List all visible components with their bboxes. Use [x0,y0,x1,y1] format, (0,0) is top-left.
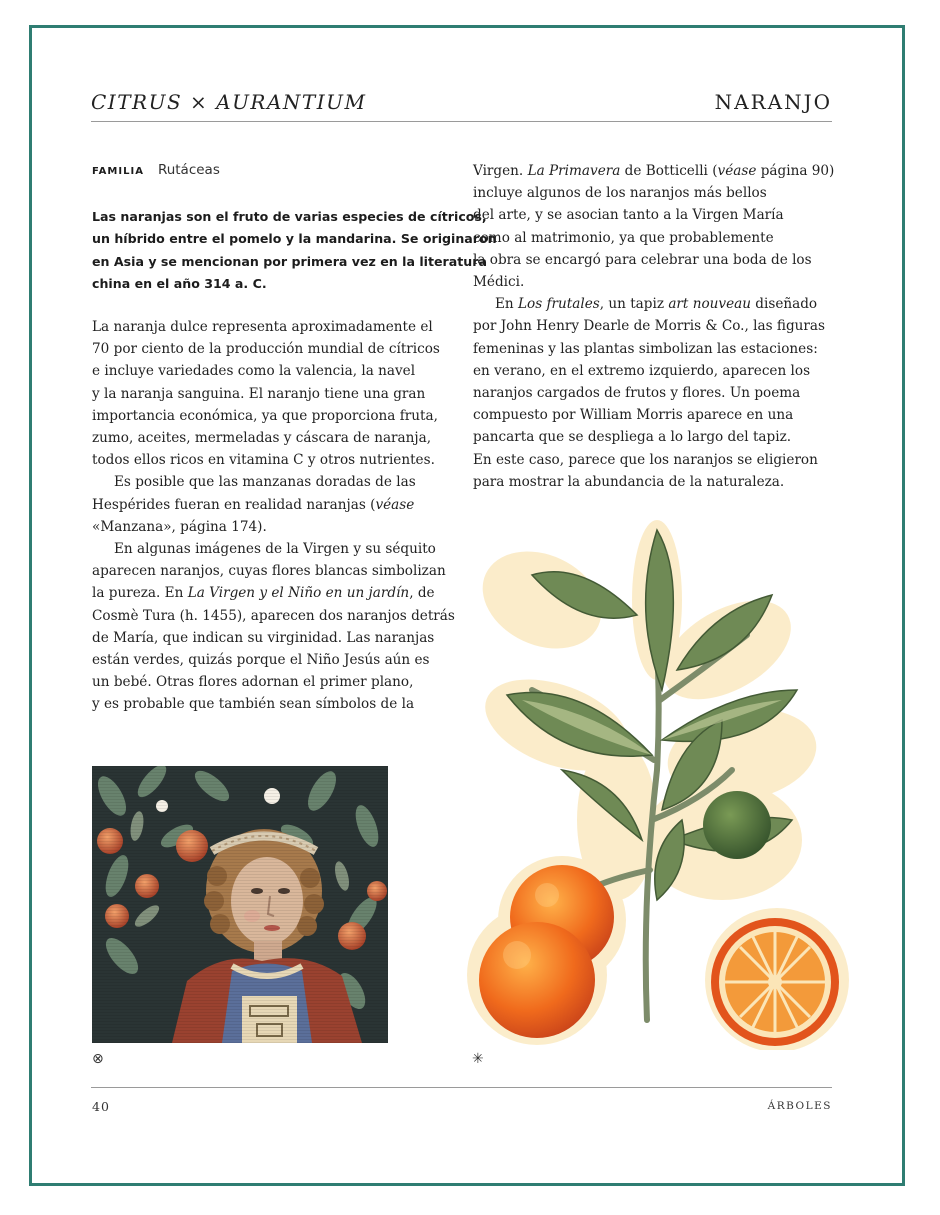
text-line [92,338,452,360]
italic-segment: art nouveau [668,296,751,313]
italic-segment: La Primavera [527,163,621,179]
text-segment: Médici. [473,274,525,291]
text-segment: y es probable que también sean símbolos de la [92,696,415,713]
text-line [473,249,833,271]
text-segment: En [495,296,518,313]
text-segment: Hespérides fueran en realidad naranjas ( [92,496,376,513]
italic-segment: La Virgen y el Niño en un jardín [187,585,410,602]
text-segment: Virgen. [473,163,528,179]
footer-divider [91,1087,832,1088]
text-segment: pancarta que se despliega a lo largo del tapiz. [473,429,792,446]
text-line [92,671,452,693]
text-line [92,693,452,715]
text-line [473,227,833,249]
intro-line: Las naranjas son el fruto de varias especies de cítricos, [92,209,487,224]
text-segment: la obra se encargó para celebrar una boda de los [473,251,812,268]
page-number: 40 [92,1099,110,1114]
text-line [473,293,833,315]
tapestry-symbol-icon: ⊗ [92,1051,104,1067]
section-name: ÁRBOLES [767,1100,832,1112]
text-line [92,627,452,649]
text-line [92,649,452,671]
text-line [92,560,452,582]
text-segment: están verdes, quizás porque el Niño Jesús aún es [92,652,430,669]
text-segment: En este caso, parece que los naranjos se eligieron [473,451,818,468]
text-line [92,471,452,493]
text-line [92,605,455,627]
text-line [473,360,833,382]
body-text-right-column [473,160,833,493]
text-segment: , un tapiz [599,296,669,313]
text-segment: La naranja dulce representa aproximadamente el [92,319,433,335]
common-name-heading: NARANJO [714,90,832,114]
text-segment: incluye algunos de los naranjos más bellos [473,185,767,202]
text-segment: del arte, y se asocian tanto a la Virgen María [473,207,784,224]
text-line [473,449,833,471]
text-line [92,360,452,382]
intro-line: un híbrido entre el pomelo y la mandarina. Se originaron [92,231,497,247]
text-segment: y la naranja sanguina. El naranjo tiene una gran [92,385,426,402]
latin-name-heading: CITRUS × AURANTIUM [91,90,367,114]
text-segment: compuesto por William Morris aparece en una [473,407,794,424]
text-segment: 70 por ciento de la producción mundial de cítricos [92,341,440,358]
text-segment: aparecen naranjos, cuyas flores blancas simbolizan [92,563,446,580]
text-segment: naranjos cargados de frutos y flores. Un poema [473,385,801,402]
text-line [473,471,833,493]
tapestry-image [92,766,388,1043]
family-line [92,162,220,178]
text-segment: , de [409,585,435,602]
italic-segment: Los frutales [518,296,600,313]
italic-segment: véase [717,163,757,179]
text-segment: de María, que indican su virginidad. Las naranjas [92,629,435,646]
text-line [92,405,452,427]
text-line [473,382,833,404]
text-line [92,516,452,538]
text-line [92,383,452,405]
family-label: FAMILIA [92,166,144,177]
text-line [92,494,452,516]
text-line [473,160,833,182]
text-line [92,538,452,560]
text-segment: la pureza. En [92,585,188,602]
text-line [92,449,452,471]
italic-segment: véase [375,496,415,513]
text-line [473,315,833,337]
text-segment: Es posible que las manzanas doradas de las [114,474,416,491]
text-line [92,316,452,338]
text-segment: todos ellos ricos en vitamina C y otros nutrientes. [92,452,435,469]
text-segment: «Manzana», página 174). [92,518,267,535]
intro-paragraph [92,206,497,295]
text-line [473,426,833,448]
text-segment: para mostrar la abundancia de la naturaleza. [473,473,785,490]
text-line [92,427,452,449]
intro-line: china en el año 314 a. C. [92,275,267,291]
botanical-symbol-icon: ✳ [472,1051,484,1067]
text-segment: En algunas imágenes de la Virgen y su séquito [114,541,436,558]
text-line [473,404,833,426]
text-segment: en verano, en el extremo izquierdo, aparecen los [473,362,811,379]
intro-line: en Asia y se mencionan por primera vez en la literatura [92,253,487,269]
family-value: Rutáceas [157,162,220,178]
orange-branch-illustration [462,520,852,1050]
text-segment: zumo, aceites, mermeladas y cáscara de naranja, [92,430,432,447]
text-line [473,271,833,293]
text-segment: e incluye variedades como la valencia, la navel [92,363,416,380]
header-divider [91,121,832,122]
text-segment: diseñado [750,296,818,313]
text-segment: importancia económica, ya que proporciona fruta, [92,407,438,424]
text-line [473,182,833,204]
text-segment: página 90) [756,163,835,179]
text-line [92,582,452,604]
text-line [473,338,833,360]
text-segment: de Botticelli ( [620,163,718,179]
text-segment: como al matrimonio, ya que probablemente [473,229,774,246]
text-segment: femeninas y las plantas simbolizan las estaciones: [473,340,818,357]
body-text-left-column [92,316,455,716]
text-line [473,204,833,226]
text-segment: por John Henry Dearle de Morris & Co., las figuras [473,318,825,335]
text-segment: un bebé. Otras flores adornan el primer plano, [92,674,414,691]
text-segment: Cosmè Tura (h. 1455), aparecen dos naranjos detrás [92,607,455,624]
